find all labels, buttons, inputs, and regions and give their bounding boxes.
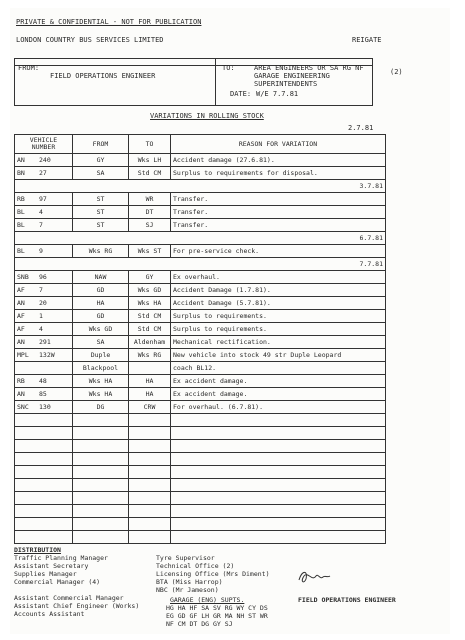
table-row (15, 284, 386, 297)
distribution-recipient: Licensing Office (Mrs Diment) (156, 570, 270, 578)
from-label: FROM: (18, 64, 40, 72)
blank-cell (171, 518, 386, 531)
reason-cell: Transfer. (171, 193, 386, 206)
vehicle-number-cell (15, 219, 73, 232)
vehicle-fleet-number: 240 (39, 155, 51, 164)
reason-cell: Ex overhaul. (171, 271, 386, 284)
distribution-recipient: Commercial Manager (4) (14, 578, 101, 586)
blank-table-row (15, 531, 386, 544)
to-cell: Wks GD (129, 284, 171, 297)
date-separator: 7.7.81 (15, 258, 386, 271)
distribution-recipient: BTA (Miss Harrop) (156, 578, 223, 586)
reason-cell: For overhaul. (6.7.81). (171, 401, 386, 414)
vehicle-number-cell (15, 388, 73, 401)
vehicle-class: AN (17, 337, 25, 346)
from-cell: GD (73, 284, 129, 297)
vehicle-number-cell (15, 362, 73, 375)
blank-cell (15, 440, 73, 453)
blank-cell (171, 427, 386, 440)
col-reason: REASON FOR VARIATION (171, 135, 386, 154)
reason-cell: New vehicle into stock 49 str Duple Leopard (171, 349, 386, 362)
blank-cell (171, 453, 386, 466)
to-cell: DT (129, 206, 171, 219)
reason-cell: coach BL12. (171, 362, 386, 375)
vehicle-class: BL (17, 207, 25, 216)
to-cell: WR (129, 193, 171, 206)
blank-cell (15, 466, 73, 479)
table-row (15, 167, 386, 180)
blank-cell (73, 414, 129, 427)
table-row (15, 154, 386, 167)
garage-line-2: EG GD GF LH GR MA NH ST WR (166, 612, 268, 620)
vehicle-class: MPL (17, 350, 29, 359)
vehicle-number-cell (15, 206, 73, 219)
from-cell: Wks RG (73, 245, 129, 258)
vehicle-number-cell (15, 349, 73, 362)
col-from: FROM (73, 135, 129, 154)
vehicle-class: RB (17, 194, 25, 203)
reason-cell: Surplus to requirements for disposal. (171, 167, 386, 180)
to-cell: Wks ST (129, 245, 171, 258)
blank-cell (15, 505, 73, 518)
vehicle-fleet-number: 27 (39, 168, 47, 177)
table-row (15, 193, 386, 206)
vehicle-fleet-number: 130 (39, 402, 51, 411)
date-separator: 6.7.81 (15, 232, 386, 245)
table-row (15, 245, 386, 258)
distribution-heading: DISTRIBUTION (14, 546, 61, 554)
distribution-recipient: Assistant Chief Engineer (Works) (14, 602, 140, 610)
distribution-recipient: Supplies Manager (14, 570, 77, 578)
to-cell: HA (129, 375, 171, 388)
vehicle-fleet-number: 20 (39, 298, 47, 307)
vehicle-fleet-number: 9 (39, 246, 43, 255)
blank-table-row (15, 427, 386, 440)
reason-cell: Transfer. (171, 206, 386, 219)
table-row (15, 349, 386, 362)
distribution-recipient: NBC (Mr Jameson) (156, 586, 219, 594)
vehicle-number-cell (15, 297, 73, 310)
blank-cell (15, 414, 73, 427)
from-value: FIELD OPERATIONS ENGINEER (50, 72, 156, 80)
blank-cell (15, 427, 73, 440)
blank-table-row (15, 466, 386, 479)
to-label: TO: (222, 64, 235, 72)
table-row (15, 388, 386, 401)
blank-cell (15, 531, 73, 544)
vehicle-class: BL (17, 220, 25, 229)
vehicle-fleet-number: 7 (39, 285, 43, 294)
table-row (15, 271, 386, 284)
distribution-right-list (156, 554, 270, 594)
from-cell: ST (73, 219, 129, 232)
from-cell: ST (73, 193, 129, 206)
vehicle-fleet-number: 85 (39, 389, 47, 398)
distribution-recipient: Traffic Planning Manager (14, 554, 108, 562)
table-row (15, 297, 386, 310)
distribution-recipient: Accounts Assistant (14, 610, 85, 618)
to-cell: CRW (129, 401, 171, 414)
blank-cell (171, 479, 386, 492)
from-cell: HA (73, 297, 129, 310)
to-cell: Wks LH (129, 154, 171, 167)
vehicle-number-cell (15, 167, 73, 180)
signature-icon (296, 568, 332, 586)
blank-table-row (15, 518, 386, 531)
from-cell: DG (73, 401, 129, 414)
from-cell: Blackpool (73, 362, 129, 375)
table-row (15, 336, 386, 349)
from-cell: NAW (73, 271, 129, 284)
vehicle-fleet-number: 132W (39, 350, 55, 359)
reason-cell: For pre-service check. (171, 245, 386, 258)
from-cell: GY (73, 154, 129, 167)
reason-cell: Ex accident damage. (171, 375, 386, 388)
distribution-recipient: Assistant Commercial Manager (14, 594, 124, 602)
reason-cell: Accident damage (27.6.81). (171, 154, 386, 167)
vehicle-number-cell (15, 284, 73, 297)
date-value: W/E 7.7.81 (256, 90, 299, 98)
from-cell: SA (73, 336, 129, 349)
reason-cell: Surplus to requirements. (171, 323, 386, 336)
vehicle-number-cell (15, 245, 73, 258)
to-line-2: GARAGE ENGINEERING (254, 72, 330, 80)
vehicle-class: SNB (17, 272, 29, 281)
vehicle-number-cell (15, 375, 73, 388)
blank-cell (129, 518, 171, 531)
blank-cell (171, 505, 386, 518)
vehicle-fleet-number: 291 (39, 337, 51, 346)
to-cell: Std CM (129, 323, 171, 336)
table-row (15, 362, 386, 375)
date-separator-row (15, 232, 386, 245)
blank-table-row (15, 505, 386, 518)
vehicle-fleet-number: 1 (39, 311, 43, 320)
date-separator-row (15, 180, 386, 193)
blank-cell (129, 440, 171, 453)
table-row (15, 375, 386, 388)
reason-cell: Accident Damage (5.7.81). (171, 297, 386, 310)
reason-cell: Mechanical rectification. (171, 336, 386, 349)
top-date: 2.7.81 (348, 124, 374, 132)
rolling-stock-table (14, 134, 386, 544)
vehicle-number-cell (15, 401, 73, 414)
to-cell: Wks RG (129, 349, 171, 362)
blank-cell (171, 414, 386, 427)
blank-table-row (15, 479, 386, 492)
to-cell: GY (129, 271, 171, 284)
vehicle-fleet-number: 7 (39, 220, 43, 229)
vehicle-class: BN (17, 168, 25, 177)
to-cell: HA (129, 388, 171, 401)
vehicle-class: BL (17, 246, 25, 255)
to-line-1: AREA ENGINEERS OR SA RG NF (254, 64, 364, 72)
col-vehicle-number: VEHICLE NUMBER (15, 135, 73, 154)
blank-cell (171, 466, 386, 479)
vehicle-fleet-number: 4 (39, 207, 43, 216)
blank-cell (129, 427, 171, 440)
blank-cell (73, 492, 129, 505)
blank-table-row (15, 492, 386, 505)
blank-cell (129, 453, 171, 466)
blank-cell (129, 492, 171, 505)
garage-line-3: NF CM DT DG GY SJ (166, 620, 233, 628)
blank-cell (129, 531, 171, 544)
table-row (15, 310, 386, 323)
vehicle-fleet-number: 97 (39, 194, 47, 203)
blank-cell (129, 505, 171, 518)
vehicle-class: AF (17, 324, 25, 333)
distribution-left-list (14, 554, 139, 618)
reason-cell: Accident Damage (1.7.81). (171, 284, 386, 297)
distribution-recipient: Tyre Supervisor (156, 554, 215, 562)
blank-cell (171, 492, 386, 505)
to-cell: Aldenham (129, 336, 171, 349)
from-cell: Duple (73, 349, 129, 362)
distribution-recipient: Assistant Secretary (14, 562, 89, 570)
garage-heading: GARAGE (ENG) SUPTS. (170, 596, 245, 604)
date-separator-row (15, 258, 386, 271)
vehicle-class: RB (17, 376, 25, 385)
to-cell: Std CM (129, 167, 171, 180)
blank-cell (15, 492, 73, 505)
to-line-3: SUPERINTENDENTS (254, 80, 318, 88)
from-cell: SA (73, 167, 129, 180)
vehicle-fleet-number: 96 (39, 272, 47, 281)
vehicle-class: AF (17, 285, 25, 294)
distribution-recipient (14, 586, 139, 594)
from-cell: Wks HA (73, 388, 129, 401)
to-cell: Std CM (129, 310, 171, 323)
to-cell: Wks HA (129, 297, 171, 310)
vehicle-number-cell (15, 336, 73, 349)
blank-cell (73, 505, 129, 518)
blank-cell (129, 414, 171, 427)
from-cell: Wks HA (73, 375, 129, 388)
blank-table-row (15, 414, 386, 427)
date-separator: 3.7.81 (15, 180, 386, 193)
reason-cell: Ex accident damage. (171, 388, 386, 401)
reason-cell: Transfer. (171, 219, 386, 232)
vehicle-number-cell (15, 154, 73, 167)
table-row (15, 401, 386, 414)
date-label: DATE: (230, 90, 252, 98)
from-cell: ST (73, 206, 129, 219)
vehicle-fleet-number: 48 (39, 376, 47, 385)
vehicle-fleet-number: 4 (39, 324, 43, 333)
blank-cell (73, 453, 129, 466)
vehicle-number-cell (15, 193, 73, 206)
to-cell (129, 362, 171, 375)
document-title: VARIATIONS IN ROLLING STOCK (150, 112, 264, 120)
to-cell: SJ (129, 219, 171, 232)
distribution-recipient: Technical Office (2) (156, 562, 235, 570)
blank-table-row (15, 453, 386, 466)
col-to: TO (129, 135, 171, 154)
blank-cell (73, 427, 129, 440)
confidential-notice: PRIVATE & CONFIDENTIAL - NOT FOR PUBLICATION (16, 18, 202, 26)
blank-cell (73, 479, 129, 492)
garage-line-1: HG HA HF SA SV RG WY CY DS (166, 604, 268, 612)
blank-cell (171, 440, 386, 453)
location: REIGATE (352, 36, 382, 44)
blank-cell (73, 440, 129, 453)
table-header-row (15, 135, 386, 154)
vehicle-class: SNC (17, 402, 29, 411)
company-name: LONDON COUNTRY BUS SERVICES LIMITED (16, 36, 164, 44)
vehicle-number-cell (15, 310, 73, 323)
reason-cell: Surplus to requirements. (171, 310, 386, 323)
table-row (15, 219, 386, 232)
blank-cell (73, 518, 129, 531)
blank-cell (15, 453, 73, 466)
signature-title: FIELD OPERATIONS ENGINEER (298, 596, 396, 604)
vehicle-class: AN (17, 155, 25, 164)
from-cell: Wks GD (73, 323, 129, 336)
table-row (15, 206, 386, 219)
blank-cell (129, 466, 171, 479)
blank-cell (129, 479, 171, 492)
blank-cell (73, 466, 129, 479)
vehicle-class: AN (17, 298, 25, 307)
vehicle-number-cell (15, 271, 73, 284)
vehicle-class: AN (17, 389, 25, 398)
vehicle-number-cell (15, 323, 73, 336)
blank-cell (73, 531, 129, 544)
blank-cell (171, 531, 386, 544)
table-row (15, 323, 386, 336)
blank-table-row (15, 440, 386, 453)
page-ref: (2) (390, 68, 403, 76)
from-cell: GD (73, 310, 129, 323)
blank-cell (15, 518, 73, 531)
vehicle-class: AF (17, 311, 25, 320)
blank-cell (15, 479, 73, 492)
